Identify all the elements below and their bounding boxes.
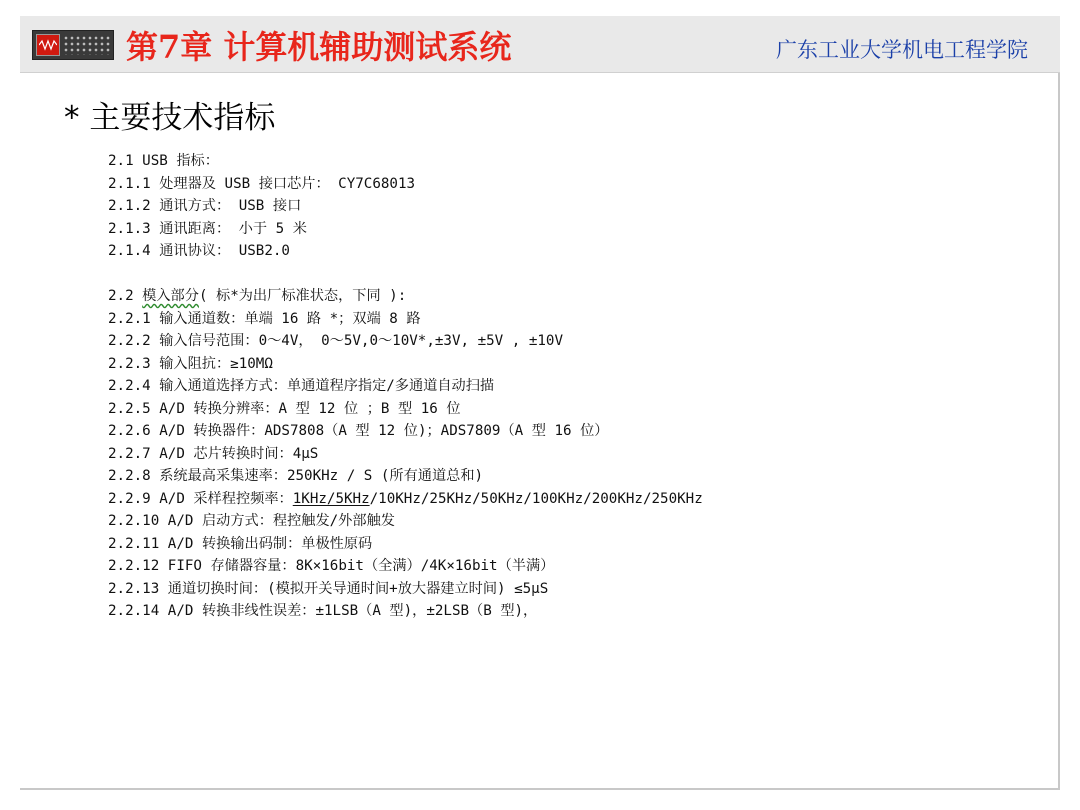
sampling-freq-underlined: 1KHz/5KHz bbox=[292, 490, 370, 507]
header-bar bbox=[20, 16, 1060, 73]
oscilloscope-icon bbox=[32, 30, 114, 60]
institution-name: 广东工业大学机电工程学院 bbox=[776, 38, 1028, 62]
spec-line: 2.1.4 通讯协议： USB2.0 bbox=[108, 243, 290, 259]
spec-line: 2.1.2 通讯方式： USB 接口 bbox=[108, 198, 302, 214]
spec-line: 2.2.11 A/D 转换输出码制：单极性原码 bbox=[108, 535, 373, 552]
spec-list bbox=[108, 150, 1008, 623]
spec-line: 2.2.14 A/D 转换非线性误差：±1LSB（A 型)，±2LSB（B 型)， bbox=[108, 603, 538, 619]
spec-line: 2.2.6 A/D 转换器件：ADS7808（A 型 12 位)；ADS7809（A 型 16 位） bbox=[108, 423, 609, 439]
spec-line: 2.2.4 输入通道选择方式：单通道程序指定/多通道自动扫描 bbox=[108, 378, 495, 394]
spec-line: 2.2.10 A/D 启动方式：程控触发/外部触发 bbox=[108, 513, 395, 529]
spec-line: 2.2.5 A/D 转换分辨率：A 型 12 位 ；B 型 16 位 bbox=[108, 400, 461, 417]
analog-heading-suffix: ( 标*为出厂标准状态，下同 ): bbox=[198, 288, 407, 304]
spec-line: 2.2.12 FIFO 存储器容量：8K×16bit（全满）/4K×16bit（半满） bbox=[108, 558, 555, 574]
analog-section-heading bbox=[108, 285, 1008, 308]
spec-line: 2.2.7 A/D 芯片转换时间：4μS bbox=[108, 445, 319, 462]
spec-line: 2.1.3 通讯距离： 小于 5 米 bbox=[108, 220, 307, 237]
spec-line: 2.1 USB 指标： bbox=[108, 153, 219, 169]
spec-line: 2.2.8 系统最高采集速率：250KHz / S (所有通道总和) bbox=[108, 468, 484, 484]
sampling-frequency-line bbox=[108, 488, 1008, 511]
section-heading: * 主要技术指标 bbox=[64, 100, 276, 136]
spec-line: 2.2.2 输入信号范围：0～4V， 0～5V,0～10V*,±3V, ±5V , ±10V bbox=[108, 333, 564, 349]
analog-heading-underlined: 模入部分 bbox=[142, 288, 199, 304]
chapter-title: 第7章 计算机辅助测试系统 bbox=[126, 28, 512, 66]
spec-line: 2.2.13 通道切换时间：(模拟开关导通时间+放大器建立时间) ≤5μS bbox=[108, 580, 549, 597]
sampling-freq-suffix: /10KHz/25KHz/50KHz/100KHz/200KHz/250KHz bbox=[369, 490, 703, 507]
analog-heading-prefix: 2.2 bbox=[108, 288, 143, 304]
spec-line: 2.1.1 处理器及 USB 接口芯片： CY7C68013 bbox=[108, 175, 416, 192]
spec-line: 2.2.3 输入阻抗：≥10MΩ bbox=[108, 355, 273, 372]
sampling-freq-prefix: 2.2.9 A/D 采样程控频率： bbox=[108, 490, 293, 507]
spec-line: 2.2.1 输入通道数：单端 16 路 *；双端 8 路 bbox=[108, 310, 421, 327]
